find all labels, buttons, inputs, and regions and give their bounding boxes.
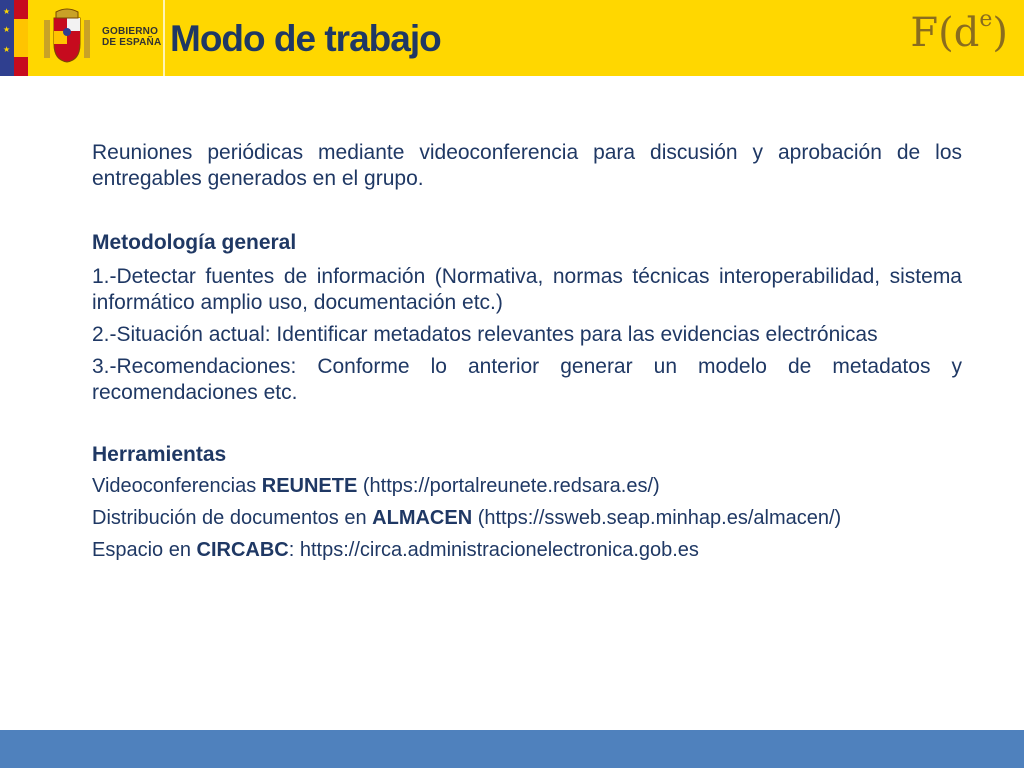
tool-item: [92, 502, 962, 534]
star-icon: ★: [3, 45, 11, 54]
brand-close: ): [992, 10, 1008, 56]
fde-brand-logo: [910, 6, 1008, 56]
brand-superscript: e: [979, 6, 993, 32]
methodology-item: 1.-Detectar fuentes de información (Normativa, normas técnicas interoperabilidad, sistema informático amplio uso, documentación etc.): [92, 265, 962, 314]
slide-body: [92, 140, 962, 566]
brand-main: F(d: [910, 10, 980, 56]
tool-name: REUNETE: [261, 475, 358, 497]
methodology-heading: Metodología general: [92, 231, 297, 254]
methodology-item: 3.-Recomendaciones: Conforme lo anterior generar un modelo de metadatos y recomendaciones etc.: [92, 355, 962, 404]
intro-paragraph: Reuniones periódicas mediante videoconferencia para discusión y aprobación de los entregables generados en el grupo.: [92, 141, 962, 190]
tool-link: (https://portalreunete.redsara.es/): [357, 475, 660, 497]
page-title: Modo de trabajo: [170, 18, 441, 59]
government-label-line1: GOBIERNO: [102, 26, 159, 37]
eu-flag-strip: [0, 0, 14, 76]
tools-heading: Herramientas: [92, 443, 227, 466]
slide-footer-bar: [0, 730, 1024, 768]
tool-link: (https://ssweb.seap.minhap.es/almacen/): [472, 507, 842, 529]
coat-of-arms-icon: [40, 8, 94, 66]
tool-item: [92, 534, 962, 566]
government-label: [102, 26, 161, 48]
tool-name: ALMACEN: [372, 507, 473, 529]
methodology-item: 2.-Situación actual: Identificar metadatos relevantes para las evidencias electrónicas: [92, 323, 878, 346]
header-divider: [163, 0, 165, 76]
star-icon: ★: [3, 25, 11, 34]
tool-prefix: Videoconferencias: [92, 475, 262, 497]
tool-link: : https://circa.administracionelectronica.gob.es: [288, 539, 699, 561]
spain-flag-strip: [14, 0, 28, 76]
government-label-line2: DE ESPAÑA: [102, 37, 162, 48]
tool-prefix: Distribución de documentos en: [92, 507, 373, 529]
slide-header: [0, 0, 1024, 76]
tool-prefix: Espacio en: [92, 539, 197, 561]
government-logo: [28, 0, 163, 76]
tool-item: [92, 470, 962, 502]
star-icon: ★: [3, 7, 11, 16]
tool-name: CIRCABC: [196, 539, 289, 561]
